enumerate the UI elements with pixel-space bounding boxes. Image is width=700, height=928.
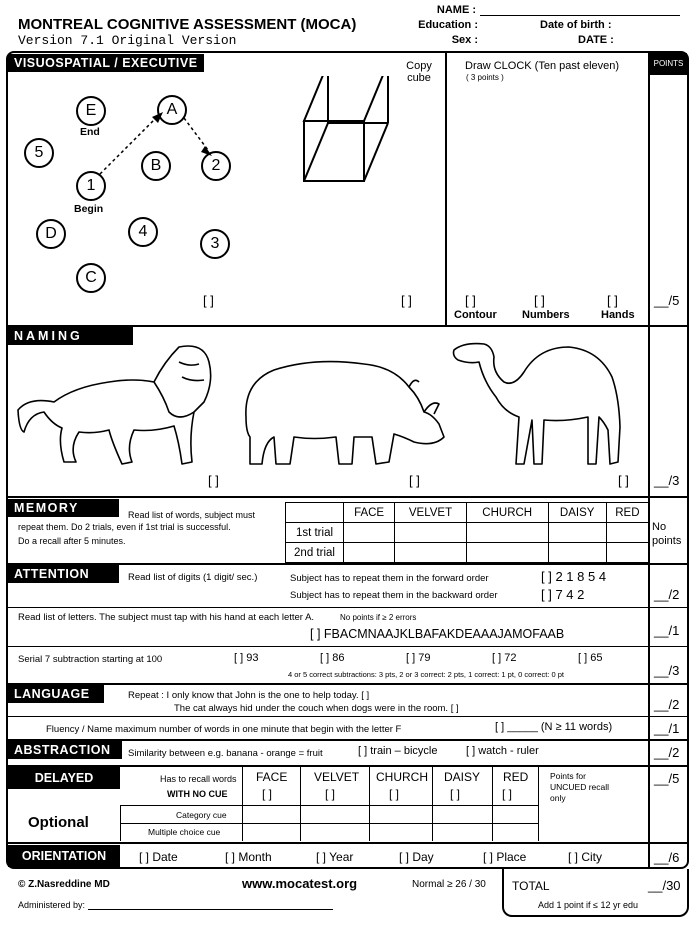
divider — [650, 646, 688, 647]
abstraction-watch-ruler[interactable]: [ ] watch - ruler — [466, 745, 539, 757]
education-label: Education : — [418, 19, 478, 31]
recall-daisy-checkbox[interactable]: [ ] — [450, 787, 461, 801]
trail-node-c[interactable]: C — [76, 263, 106, 293]
trial-cell[interactable] — [548, 543, 606, 563]
serial7-scoring: 4 or 5 correct subtractions: 3 pts, 2 or 3 correct: 2 pts, 1 correct: 1 pt, 0 correct: 0 pt — [288, 670, 564, 679]
normal-range: Normal ≥ 26 / 30 — [412, 879, 486, 890]
trail-node-a[interactable]: A — [157, 95, 187, 125]
abstraction-header: ABSTRACTION — [8, 741, 122, 759]
serial7-93[interactable]: [ ] 93 — [234, 652, 259, 664]
orientation-day[interactable]: [ ] Day — [399, 850, 434, 864]
orientation-score[interactable]: __/6 — [654, 850, 680, 865]
trial-2-label: 2nd trial — [286, 543, 344, 563]
version-label: Version 7.1 Original Version — [18, 33, 237, 48]
trial-cell[interactable] — [466, 523, 548, 543]
trial-cell[interactable] — [466, 543, 548, 563]
attention-header: ATTENTION — [8, 565, 119, 583]
abstraction-train-bicycle[interactable]: [ ] train – bicycle — [358, 745, 438, 757]
digits-score[interactable]: __/2 — [654, 587, 680, 602]
sex-label: Sex : — [451, 34, 478, 46]
divider — [6, 842, 689, 844]
memory-instructions-2: repeat them. Do 2 trials, even if 1st trial is successful. — [18, 522, 231, 532]
cube-drawing — [304, 76, 388, 181]
trail-checkbox[interactable]: [ ] — [203, 293, 214, 308]
memory-word-table — [285, 502, 649, 563]
copyright: © Z.Nasreddine MD — [18, 879, 110, 890]
repeat-sentence-2[interactable]: The cat always hid under the couch when dogs were in the room. [ ] — [174, 703, 459, 714]
recall-face-checkbox[interactable]: [ ] — [262, 787, 273, 801]
numbers-checkbox[interactable]: [ ] — [534, 293, 545, 308]
trail-node-1[interactable]: 1 — [76, 171, 106, 201]
name-label: NAME : — [436, 4, 476, 16]
forward-instruction: Subject has to repeat them in the forward order — [290, 573, 489, 584]
repeat-sentence-1[interactable]: Repeat : I only know that John is the one to help today. [ ] — [128, 690, 370, 701]
recall-velvet-checkbox[interactable]: [ ] — [325, 787, 336, 801]
divider — [369, 765, 370, 841]
serial7-label: Serial 7 subtraction starting at 100 — [18, 654, 163, 665]
letters-sequence[interactable]: [ ] FBACMNAAJKLBAFAKDEAAAJAMOFAAB — [310, 627, 565, 641]
serial7-86[interactable]: [ ] 86 — [320, 652, 345, 664]
divider — [650, 607, 688, 608]
fluency-instruction: Fluency / Name maximum number of words in one minute that begin with the letter F — [46, 724, 402, 735]
memory-word-red: RED — [606, 503, 648, 523]
points-column-divider — [648, 51, 650, 869]
recall-red-checkbox[interactable]: [ ] — [502, 787, 513, 801]
trial-1-label: 1st trial — [286, 523, 344, 543]
education-bonus: Add 1 point if ≤ 12 yr edu — [538, 900, 639, 910]
memory-word-velvet: VELVET — [395, 503, 467, 523]
contour-label: Contour — [454, 309, 497, 321]
orientation-date[interactable]: [ ] Date — [139, 850, 178, 864]
divider — [6, 683, 689, 685]
divider — [300, 765, 301, 841]
divider — [8, 607, 648, 608]
with-no-cue-label: WITH NO CUE — [167, 789, 228, 799]
serial7-score[interactable]: __/3 — [654, 663, 680, 678]
camel-drawing — [454, 344, 621, 464]
orientation-header: ORIENTATION — [8, 845, 120, 867]
page-title: MONTREAL COGNITIVE ASSESSMENT (MOCA) — [18, 16, 357, 33]
delayed-recall-header: DELAYED RECALL — [8, 767, 120, 789]
orientation-month[interactable]: [ ] Month — [225, 850, 272, 864]
abstraction-score[interactable]: __/2 — [654, 745, 680, 760]
fluency-score[interactable]: __/1 — [654, 721, 680, 736]
trail-begin-label: Begin — [74, 203, 104, 215]
dob-label: Date of birth : — [540, 19, 612, 31]
recall-word-church: CHURCH — [376, 770, 428, 784]
trail-node-3[interactable]: 3 — [200, 229, 230, 259]
contour-checkbox[interactable]: [ ] — [465, 293, 476, 308]
recall-word-red: RED — [503, 770, 529, 784]
naming-header: NAMING — [8, 327, 133, 345]
divider — [538, 765, 539, 841]
optional-label: Optional — [28, 814, 89, 831]
letters-rule: No points if ≥ 2 errors — [340, 613, 417, 622]
trail-node-e[interactable]: E — [76, 96, 106, 126]
lion-drawing — [18, 346, 211, 464]
recall-instruction: Has to recall words — [160, 774, 237, 784]
website-link[interactable]: www.mocatest.org — [242, 876, 358, 891]
lion-checkbox[interactable]: [ ] — [208, 473, 219, 488]
letters-score[interactable]: __/1 — [654, 623, 680, 638]
cube-checkbox[interactable]: [ ] — [401, 293, 412, 308]
serial7-65[interactable]: [ ] 65 — [578, 652, 603, 664]
trail-node-5[interactable]: 5 — [24, 138, 54, 168]
forward-digits[interactable]: [ ] 2 1 8 5 4 — [541, 569, 607, 584]
numbers-label: Numbers — [522, 309, 570, 321]
trial-cell[interactable] — [344, 543, 395, 563]
digits-instruction: Read list of digits (1 digit/ sec.) — [128, 572, 258, 583]
copy-cube-label: Copy cube — [406, 60, 432, 84]
points-header: POINTS — [650, 53, 687, 75]
uncued-points-note: Points for UNCUED recall only — [550, 771, 610, 803]
date-label: DATE : — [578, 34, 614, 46]
multiple-choice-cue-label: Multiple choice cue — [148, 827, 221, 837]
clock-points: ( 3 points ) — [466, 73, 504, 82]
backward-digits[interactable]: [ ] 7 4 2 — [541, 587, 585, 602]
trail-node-b[interactable]: B — [141, 151, 171, 181]
administered-by-label: Administered by: — [18, 900, 86, 910]
orientation-place[interactable]: [ ] Place — [483, 850, 527, 864]
memory-instructions-1: Read list of words, subject must — [128, 510, 256, 520]
recall-word-face: FACE — [256, 770, 288, 784]
abstraction-instruction: Similarity between e.g. banana - orange = fruit — [128, 748, 323, 759]
trail-end-label: End — [80, 126, 100, 138]
divider — [432, 765, 433, 841]
orientation-year[interactable]: [ ] Year — [316, 850, 354, 864]
repeat-score[interactable]: __/2 — [654, 697, 680, 712]
trial-cell[interactable] — [606, 543, 648, 563]
fluency-box[interactable]: [ ] _____ (N ≥ 11 words) — [495, 721, 613, 733]
letters-instruction: Read list of letters. The subject must tap with his hand at each letter A. — [18, 612, 315, 623]
divider — [242, 765, 243, 841]
clock-title: Draw CLOCK (Ten past eleven) — [465, 60, 620, 72]
administered-by-field[interactable] — [88, 909, 333, 910]
memory-no-points: No points — [652, 521, 682, 547]
trial-cell[interactable] — [395, 543, 467, 563]
trail-arrow-a-2 — [184, 118, 208, 150]
rhinoceros-drawing — [246, 362, 444, 464]
trial-cell[interactable] — [548, 523, 606, 543]
recall-word-daisy: DAISY — [444, 770, 481, 784]
memory-word-church: CHURCH — [466, 503, 548, 523]
trail-making-area — [8, 76, 448, 326]
trial-cell[interactable] — [344, 523, 395, 543]
visuospatial-header: VISUOSPATIAL / EXECUTIVE — [8, 54, 204, 72]
delayed-recall-score[interactable]: __/5 — [654, 771, 680, 786]
trail-node-4[interactable]: 4 — [128, 217, 158, 247]
total-label: TOTAL — [512, 879, 550, 893]
divider — [492, 765, 493, 841]
divider — [650, 716, 688, 717]
language-header: LANGUAGE — [8, 685, 104, 703]
hands-label: Hands — [601, 309, 635, 321]
memory-word-daisy: DAISY — [548, 503, 606, 523]
divider — [120, 823, 538, 824]
total-score[interactable]: __/30 — [648, 878, 681, 893]
visuospatial-score[interactable]: __/5 — [654, 293, 680, 308]
divider — [6, 496, 689, 498]
trial-cell[interactable] — [395, 523, 467, 543]
naming-score[interactable]: __/3 — [654, 473, 680, 488]
trial-cell[interactable] — [606, 523, 648, 543]
naming-animals — [14, 342, 644, 477]
divider — [8, 716, 648, 717]
trail-node-d[interactable]: D — [36, 219, 66, 249]
memory-header: MEMORY — [8, 499, 119, 517]
divider — [8, 646, 648, 647]
name-field[interactable] — [480, 15, 680, 16]
recall-word-velvet: VELVET — [314, 770, 360, 784]
orientation-city[interactable]: [ ] City — [568, 850, 603, 864]
divider — [120, 805, 538, 806]
backward-instruction: Subject has to repeat them in the backward order — [290, 590, 498, 601]
memory-word-face: FACE — [344, 503, 395, 523]
camel-checkbox[interactable]: [ ] — [618, 473, 629, 488]
serial7-72[interactable]: [ ] 72 — [492, 652, 517, 664]
memory-instructions-3: Do a recall after 5 minutes. — [18, 536, 126, 546]
recall-church-checkbox[interactable]: [ ] — [389, 787, 400, 801]
hands-checkbox[interactable]: [ ] — [607, 293, 618, 308]
trail-node-2[interactable]: 2 — [201, 151, 231, 181]
serial7-79[interactable]: [ ] 79 — [406, 652, 431, 664]
rhinoceros-checkbox[interactable]: [ ] — [409, 473, 420, 488]
category-cue-label: Category cue — [176, 810, 227, 820]
